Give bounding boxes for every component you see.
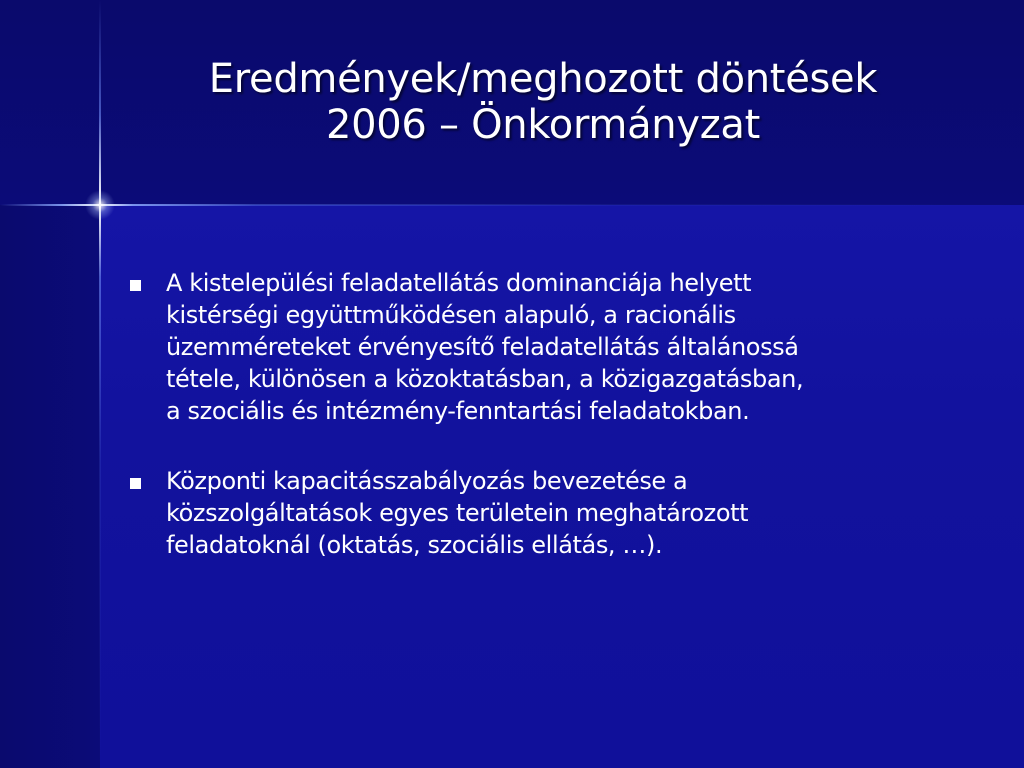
slide-title bbox=[100, 56, 986, 148]
bullet-2-line-2: közszolgáltatások egyes területein meghatározott bbox=[166, 499, 749, 527]
bullet-2-line-3: feladatoknál (oktatás, szociális ellátás, …). bbox=[166, 531, 663, 559]
bullet-1-line-3: üzemméreteket érvényesítő feladatellátás általánossá bbox=[166, 333, 799, 361]
slide-title-line-2: 2006 – Önkormányzat bbox=[325, 102, 760, 148]
sparkle-star-icon bbox=[85, 190, 115, 220]
bullet-2-line-1: Központi kapacitásszabályozás bevezetése a bbox=[166, 467, 688, 495]
bullet-1-line-2: kistérségi együttműködésen alapuló, a racionális bbox=[166, 301, 736, 329]
slide-left-band bbox=[0, 205, 100, 768]
horizontal-light-line bbox=[0, 204, 1024, 206]
bullet-1-line-1: A kistelepülési feladatellátás dominanciája helyett bbox=[166, 269, 752, 297]
square-bullet-icon bbox=[130, 280, 141, 291]
bullet-1-line-5: a szociális és intézmény-fenntartási feladatokban. bbox=[166, 397, 750, 425]
bullet-list bbox=[128, 267, 998, 599]
bullet-1-line-4: tétele, különösen a közoktatásban, a közigazgatásban, bbox=[166, 365, 804, 393]
bullet-item-1 bbox=[128, 267, 998, 427]
slide-title-line-1: Eredmények/meghozott döntések bbox=[208, 56, 878, 102]
square-bullet-icon bbox=[130, 478, 141, 489]
bullet-item-2 bbox=[128, 465, 998, 561]
